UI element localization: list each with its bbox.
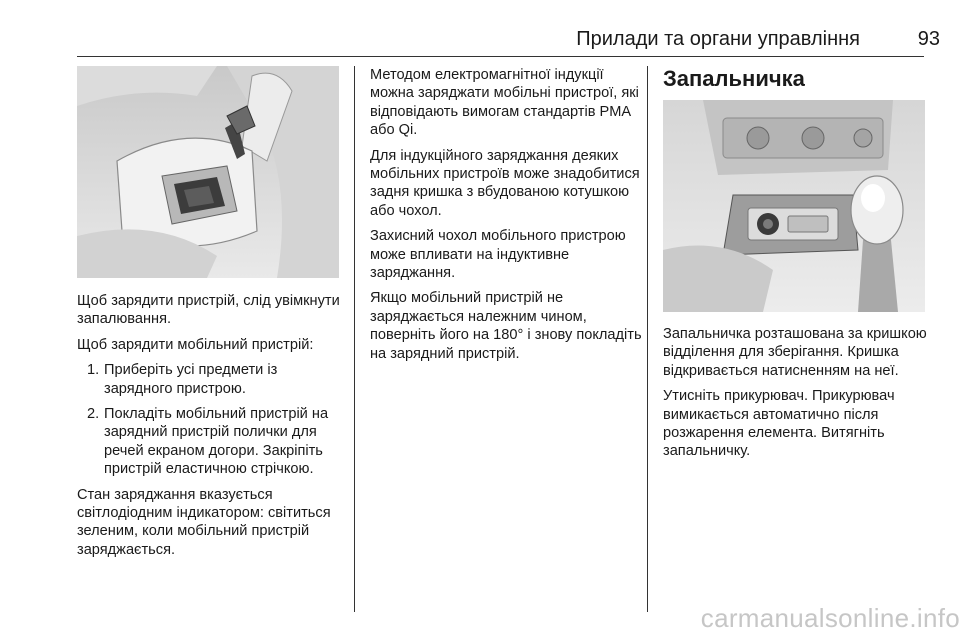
watermark: carmanualsonline.info (700, 603, 960, 633)
list-item (77, 405, 349, 479)
column-divider-1 (354, 66, 355, 612)
column-2-text (370, 66, 642, 370)
cigarette-lighter-illustration (663, 100, 925, 312)
paragraph-protective-case: Захисний чохол мобільного пристрою може впливати на індуктивне заряджання. (370, 228, 626, 282)
step-number: 1. (87, 362, 100, 379)
column-1-text (77, 292, 349, 566)
paragraph-lighter-usage: Утисніть прикурювач. Прикурювач вимикається автоматично після розжарення елемента. Витягніть запальничку. (663, 388, 895, 460)
step-text: Приберіть усі предмети із зарядного пристрою. (104, 362, 278, 397)
paragraph-back-cover: Для індукційного заряджання деяких мобільних пристроїв може знадобитися задня кришка з вбудованою котушкою або чохол. (370, 147, 640, 219)
paragraph-induction: Методом електромагнітної індукції можна заряджати мобільні пристрої, які відповідають вимогам стандартів PMA або Qi. (370, 67, 639, 139)
step-number: 2. (87, 406, 100, 423)
paragraph-charge-intro: Щоб зарядити мобільний пристрій: (77, 336, 314, 353)
section-title-cigarette-lighter: Запальничка (663, 66, 805, 91)
column-3-text (663, 325, 935, 468)
header-rule (77, 56, 924, 57)
charging-tray-illustration (77, 66, 339, 278)
paragraph-lighter-location: Запальничка розташована за кришкою відділення для зберігання. Кришка відкривається натисненням на неї. (663, 326, 927, 379)
header-title: Прилади та органи управління (576, 28, 860, 50)
charging-steps-list (77, 361, 349, 478)
column-divider-2 (647, 66, 648, 612)
paragraph-led-status: Стан заряджання вказується світлодіодним індикатором: світиться зеленим, коли мобільний пристрій заряджається. (77, 486, 331, 558)
paragraph-rotate-device: Якщо мобільний пристрій не заряджається належним чином, поверніть його на 180° і знову покладіть на зарядний пристрій. (370, 290, 642, 362)
list-item (77, 361, 349, 398)
paragraph-ignition-note: Щоб зарядити пристрій, слід увімкнути запалювання. (77, 293, 340, 328)
step-text: Покладіть мобільний пристрій на зарядний пристрій полички для речей екраном догори. Закріпіть пристрій еластичною стрічкою. (104, 406, 329, 478)
page-number: 93 (917, 28, 940, 50)
